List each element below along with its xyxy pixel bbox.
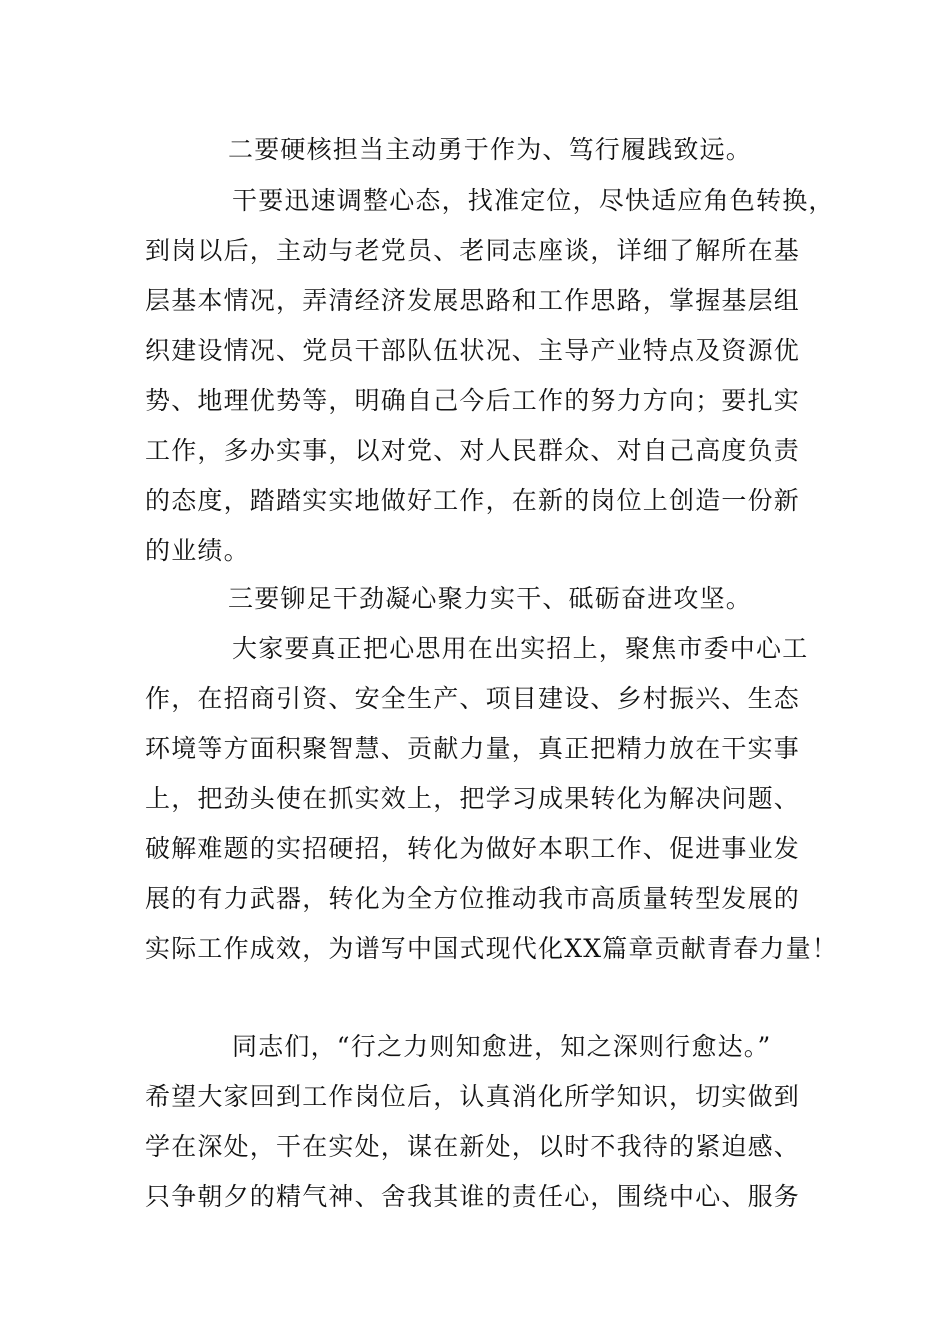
paragraph-line: 作，在招商引资、安全生产、项目建设、乡村振兴、生态 xyxy=(145,684,801,713)
paragraph-line: 到岗以后，主动与老党员、老同志座谈，详细了解所在基 xyxy=(145,236,801,265)
paragraph-line: 势、地理优势等，明确自己今后工作的努力方向；要扎实 xyxy=(145,386,801,415)
paragraph-line: 的态度，踏踏实实地做好工作，在新的岗位上创造一份新 xyxy=(145,486,801,515)
paragraph-line: 织建设情况、党员干部队伍状况、主导产业特点及资源优 xyxy=(145,336,801,365)
paragraph-line: 层基本情况，弄清经济发展思路和工作思路，掌握基层组 xyxy=(145,286,801,315)
paragraph-line: 工作，多办实事，以对党、对人民群众、对自己高度负责 xyxy=(145,436,801,465)
paragraph-line: 上，把劲头使在抓实效上，把学习成果转化为解决问题、 xyxy=(145,784,801,813)
paragraph-line: 希望大家回到工作岗位后，认真消化所学知识，切实做到 xyxy=(145,1082,801,1111)
paragraph-line: 的业绩。 xyxy=(145,536,250,565)
section-heading-2: 二要硬核担当主动勇于作为、笃行履践致远。 xyxy=(228,135,753,164)
paragraph-line: 干要迅速调整心态，找准定位，尽快适应角色转换， xyxy=(232,186,835,215)
paragraph-line: 破解难题的实招硬招，转化为做好本职工作、促进事业发 xyxy=(145,834,801,863)
paragraph-line: 同志们，“行之力则知愈进，知之深则行愈达。” xyxy=(232,1032,772,1061)
paragraph-line: 环境等方面积聚智慧、贡献力量，真正把精力放在干实事 xyxy=(145,734,801,763)
paragraph-line: 只争朝夕的精气神、舍我其谁的责任心，围绕中心、服务 xyxy=(145,1182,801,1211)
paragraph-line: 学在深处，干在实处，谋在新处，以时不我待的紧迫感、 xyxy=(145,1132,801,1161)
paragraph-line: 展的有力武器，转化为全方位推动我市高质量转型发展的 xyxy=(145,884,801,913)
section-heading-3: 三要铆足干劲凝心聚力实干、砥砺奋进攻坚。 xyxy=(228,584,753,613)
paragraph-line: 实际工作成效，为谱写中国式现代化XX篇章贡献青春力量！ xyxy=(145,934,838,963)
paragraph-line: 大家要真正把心思用在出实招上，聚焦市委中心工 xyxy=(232,634,809,663)
